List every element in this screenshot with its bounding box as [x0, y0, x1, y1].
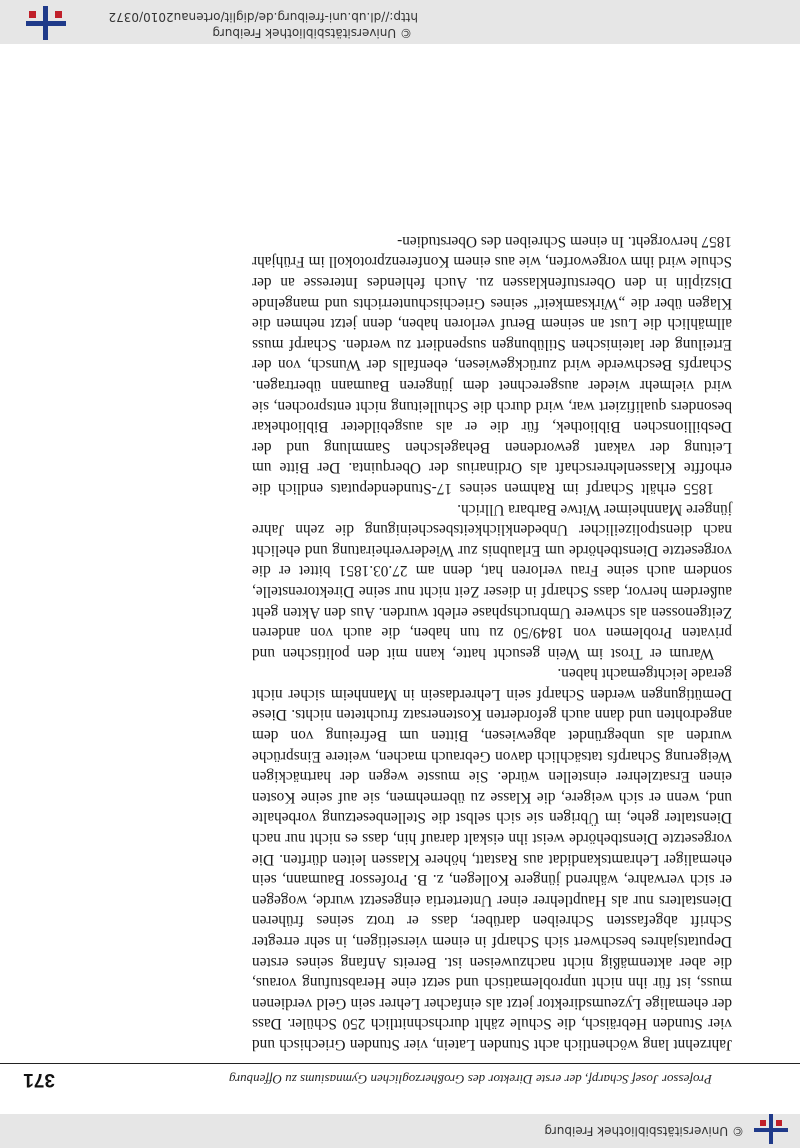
- paragraph: Jahrzehnt lang wöchentlich acht Stunden Latein, vier Stunden Griechisch und vier Stunden Hebräisch, die Schule zählt durchschnittlich 250 Schüler. Dass der ehemalige Lyzeumsdirektor jetzt als einfacher Lehrer sein Geld verdienen muss, ist für ihn nicht unproblematisch und setzt eine Herabstufung voraus, die aber aktenmäßig nicht nachzuweisen ist. Bereits Anfang seines ersten Deputatsjahres beschwert sich Scharpf in einem vierseitigen, in sehr erregter Schrift abgefassten Schreiben darüber, dass er trotz seines früheren Dienstalters nur als Hauptlehrer einer Untertertia eingesetzt wurde, wogegen er sich verwahre, während jüngere Kollegen, z. B. Professor Baumann, sein ehemaliger Lehramtskandidat aus Rastatt, höhere Klassen leiten dürften. Die vorgesetzte Dienstbehörde weist ihn eiskalt darauf hin, dass es nicht nur nach Dienstalter gehe, im Übrigen sie sich selbst die Stellenbesetzung vorbehalte und, wenn er sich weigere, die Klasse zu übernehmen, sie auf seine Kosten einen Ersatzlehrer einstellen würde. Sie musste wegen der hartnäckigen Weigerung Scharpfs tatsächlich davon Gebrauch machen, weitere Einsprüche wurden als unbegründet abgewiesen, Bitten um Befreiung von dem angedrohten und dann auch geforderten Kostenersatz fruchteten nichts. Diese Demütigungen werden Scharpf sein Lehrerdasein in Mannheim sicher nicht gerade leichtgemacht haben.: [252, 665, 732, 1053]
- paragraph: 1855 erhält Scharpf im Rahmen seines 17-Stundendeputats endlich die erhoffte Klassenlehrerschaft als Ordinarius der Oberquinta. Der Bitte um Leitung der vakant gewordenen Behagelschen Sammlung und der Desbillionschen Bibliothek, für die er als ausgebildeter Bibliothekar besonders qualifiziert war, wird durch die Schulleitung nicht entsprochen, sie wird vielmehr wieder ausgerechnet dem jüngeren Baumann übertragen. Scharpfs Beschwerde wird zurückgewiesen, ebenfalls der Wunsch, von der Erteilung der lateinischen Stilübungen suspendiert zu werden. Scharpf muss allmählich die Lust an seinem Beruf verloren haben, denn jetzt nehmen die Klagen über die „Wirksamkeit“ seines Griechischunterrichts und mangelnde Disziplin in den Oberstufenklassen zu. Auch fehlendes Interesse an der Schule wird ihm vorgeworfen, wie aus einem Konferenzprotokoll im Frühjahr 1857 hervorgeht. In einem Schreiben des Oberstudien-: [252, 232, 732, 497]
- source-url-bar: [0, 0, 800, 44]
- university-logo-icon: [16, 6, 76, 40]
- library-copyright: © Universitätsbibliothek Freiburg: [544, 1124, 744, 1138]
- running-head: [0, 1066, 800, 1090]
- article-body: [252, 230, 732, 1054]
- running-title: Professor Josef Scharpf, der erste Direktor des Großherzoglichen Gymnasiums zu Offenburg: [229, 1072, 712, 1087]
- header-rule: [0, 1063, 800, 1064]
- page-number: 371: [23, 1069, 55, 1090]
- university-logo-icon: [754, 1114, 788, 1144]
- paragraph: Warum er Trost im Wein gesucht hatte, kann mit den politischen und privaten Problemen von 1849/50 zu tun haben, die auch von anderen Zeitgenossen als schwere Umbruchsphase erlebt wurden. Aus den Akten geht außerdem hervor, dass Scharpf in dieser Zeit nicht nur seine Direktorenstelle, sondern auch seine Frau verloren hat, denn am 27.03.1851 bittet er die vorgesetzte Dienstbehörde um Erlaubnis zur Wiederverheiratung und ehelicht nach dienstpolizeilicher Unbedenklichkeitsbescheinigung die zehn Jahre jüngere Mannheimer Witwe Barbara Ullrich.: [252, 500, 732, 662]
- footer-copyright: © Universitätsbibliothek Freiburg: [212, 26, 412, 40]
- library-header-bar: [0, 1114, 800, 1148]
- source-url-link[interactable]: http://dl.ub.uni-freiburg.de/diglit/ortenau2010/0372: [108, 10, 418, 24]
